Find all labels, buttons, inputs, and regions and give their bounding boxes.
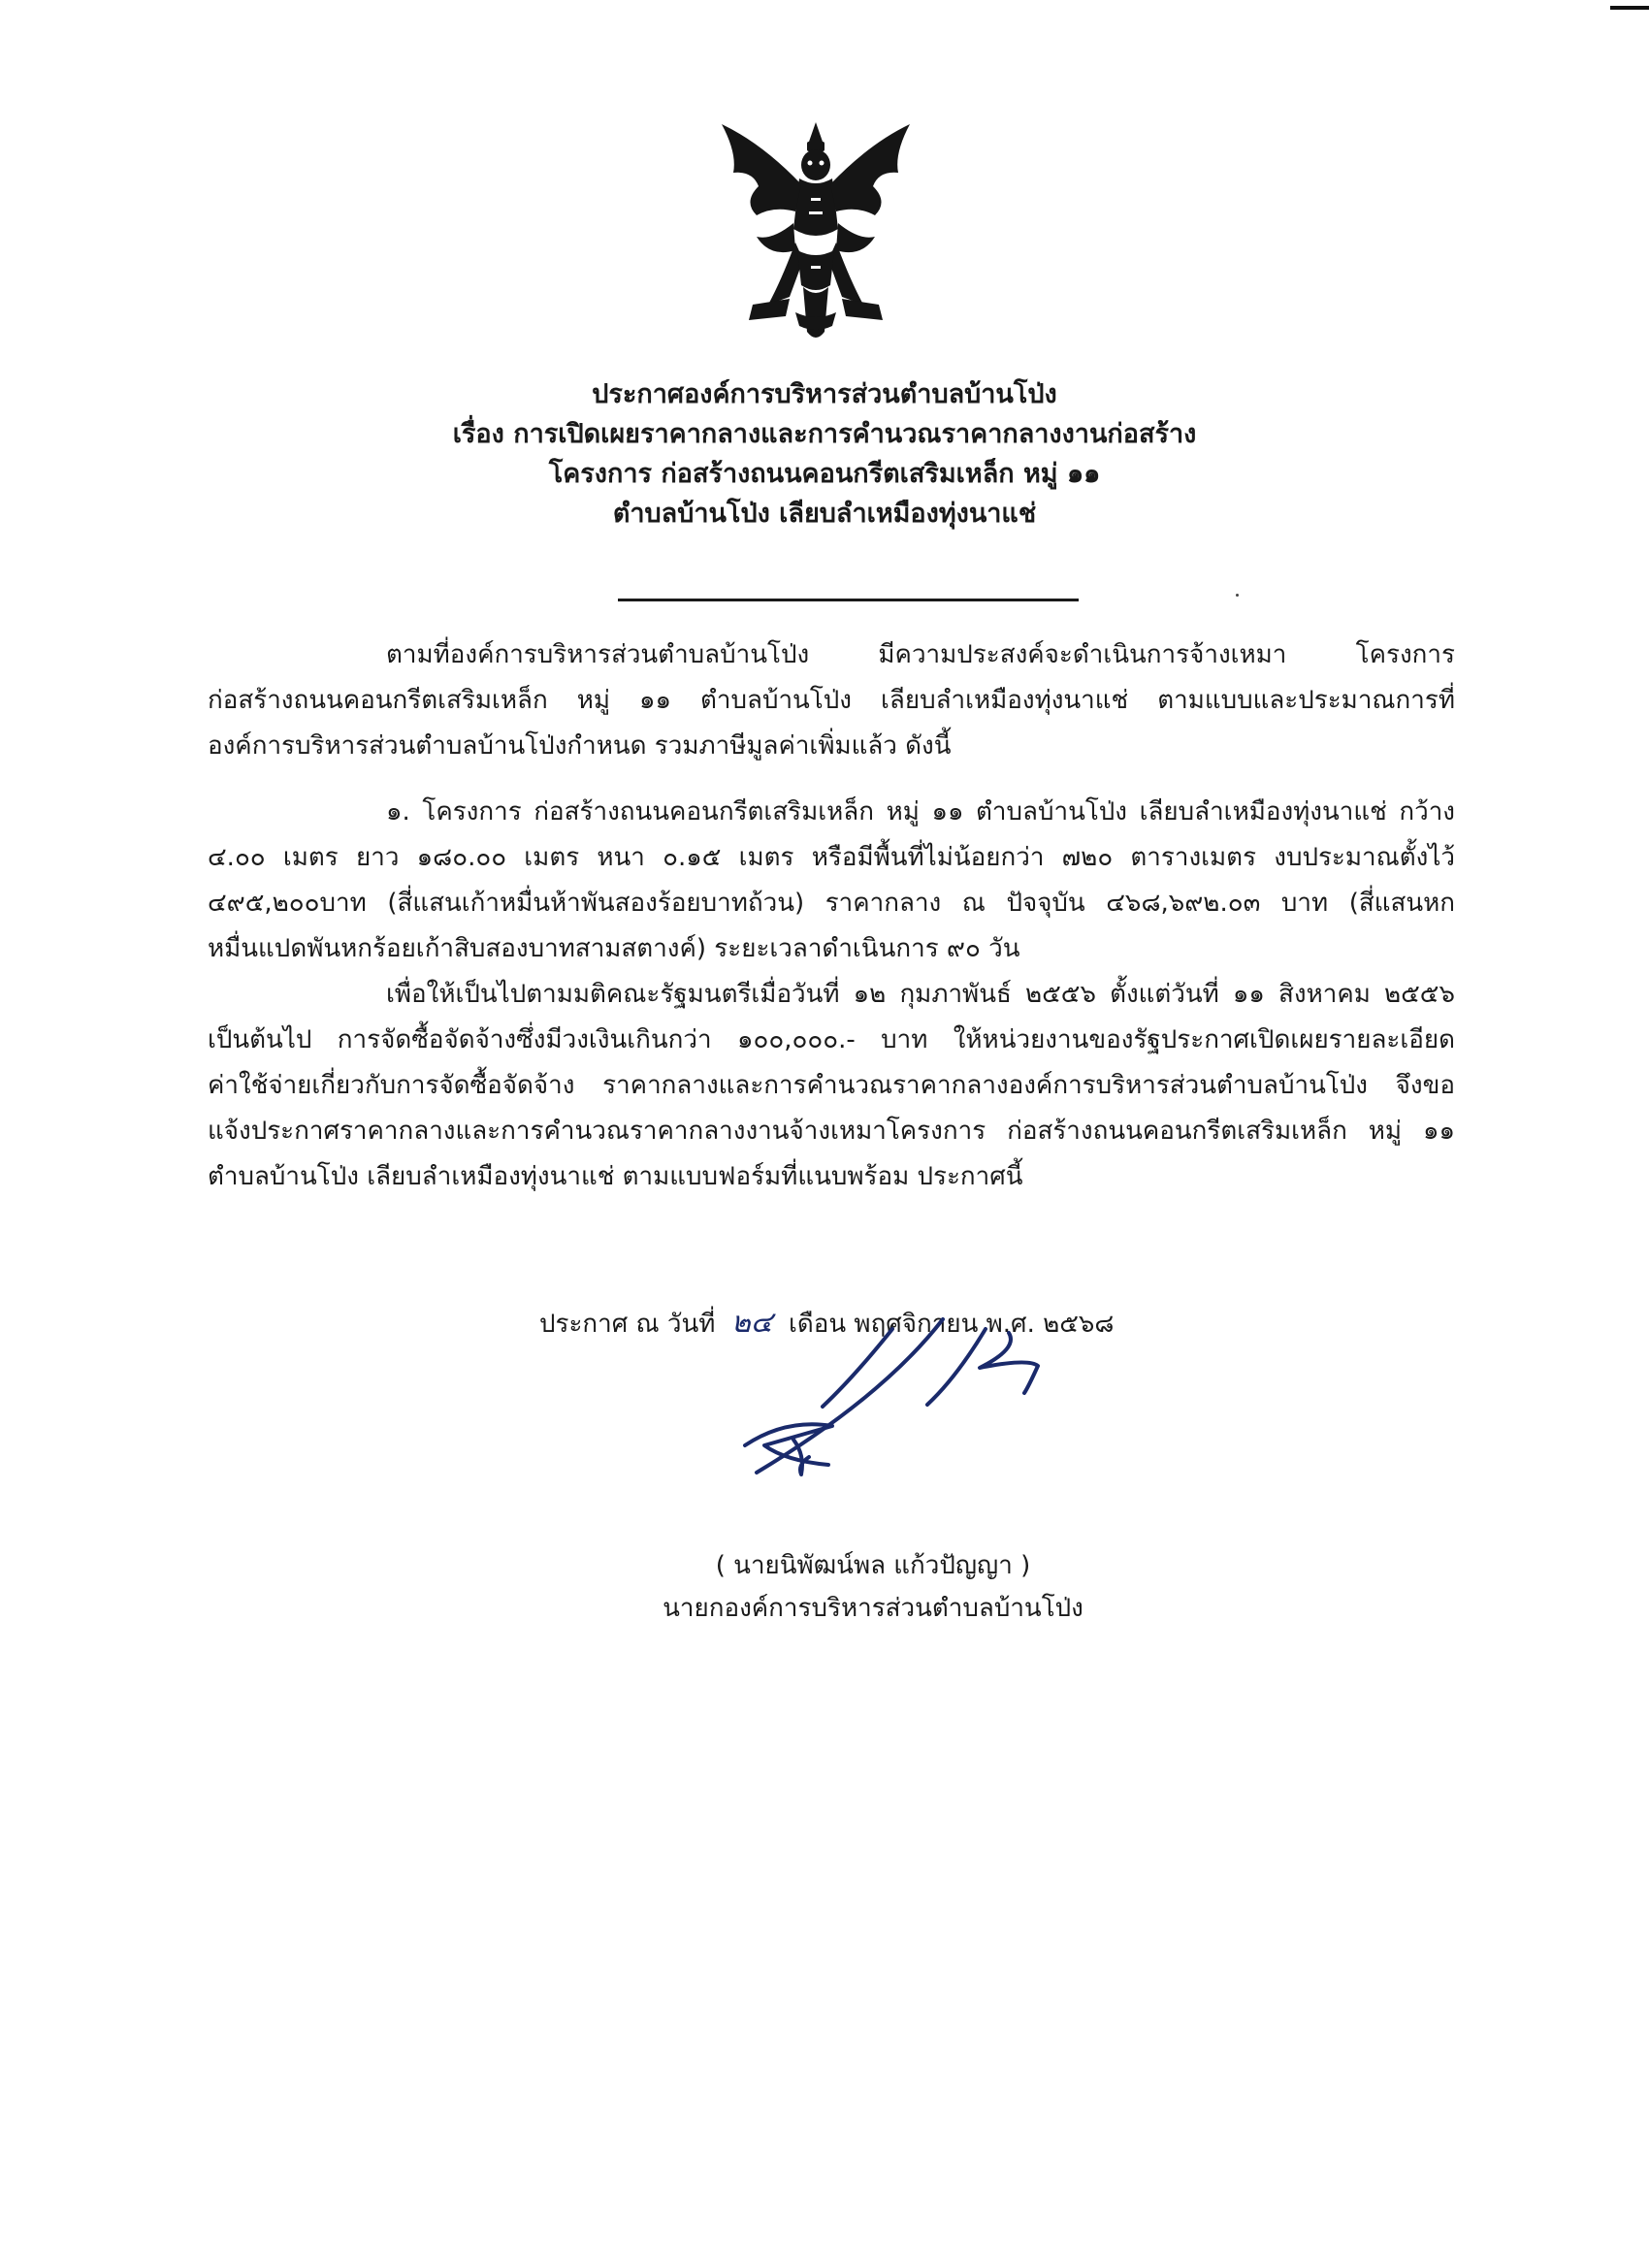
item-one-line: ๑. โครงการ ก่อสร้างถนนคอนกรีตเสริมเหล็ก หมู่ ๑๑ ตำบลบ้านโป่ง เลียบลำเหมืองทุ่งนาแช่ กว้าง <box>386 797 1455 826</box>
intro-paragraph <box>208 632 1455 769</box>
item-two-paragraph <box>208 972 1455 1200</box>
garuda-emblem-icon <box>714 114 918 347</box>
item-one-paragraph <box>208 790 1455 972</box>
signatory-block <box>543 1544 1203 1630</box>
org-title: ประกาศองค์การบริหารส่วนตำบลบ้านโป่ง <box>592 379 1057 409</box>
scan-edge-mark <box>1610 6 1649 10</box>
location-title: ตำบลบ้านโป่ง เลียบลำเหมืองทุ่งนาแช่ <box>612 499 1037 529</box>
announcement-header <box>291 374 1358 534</box>
project-title: โครงการ ก่อสร้างถนนคอนกรีตเสริมเหล็ก หมู่ ๑๑ <box>548 459 1101 489</box>
signatory-name: ( นายนิพัฒน์พล แก้วปัญญา ) <box>715 1551 1031 1580</box>
intro-line: ตามที่องค์การบริหารส่วนตำบลบ้านโป่ง มีความประสงค์จะดำเนินการจ้างเหมา โครงการ <box>386 640 1455 669</box>
item-one-line: ๔.๐๐ เมตร ยาว ๑๘๐.๐๐ เมตร หนา ๐.๑๕ เมตร หรือมีพื้นที่ไม่น้อยกว่า ๗๒๐ ตารางเมตร งบประมาณตั้งไว้ <box>208 843 1455 872</box>
signature-icon <box>718 1290 1203 1513</box>
item-two-line: เป็นต้นไป การจัดซื้อจัดจ้างซึ่งมีวงเงินเกินกว่า ๑๐๐,๐๐๐.- บาท ให้หน่วยงานของรัฐประกาศเปิดเผยรายละเอียด <box>208 1025 1455 1054</box>
intro-line: องค์การบริหารส่วนตำบลบ้านโป่งกำหนด รวมภาษีมูลค่าเพิ่มแล้ว ดังนี้ <box>208 731 952 761</box>
stray-dot <box>1236 594 1239 597</box>
header-divider <box>618 599 1079 601</box>
date-prefix: ประกาศ ณ วันที่ <box>539 1310 716 1339</box>
item-one-line: ๔๙๕,๒๐๐บาท (สี่แสนเก้าหมื่นห้าพันสองร้อยบาทถ้วน) ราคากลาง ณ ปัจจุบัน ๔๖๘,๖๙๒.๐๓ บาท (สี่แสนหก <box>208 889 1455 918</box>
signatory-position: นายกองค์การบริหารส่วนตำบลบ้านโป่ง <box>663 1594 1083 1623</box>
date-month: เดือน พฤศจิกายน พ.ศ. <box>789 1310 1035 1339</box>
item-two-line: แจ้งประกาศราคากลางและการคำนวณราคากลางงานจ้างเหมาโครงการ ก่อสร้างถนนคอนกรีตเสริมเหล็ก หมู่ ๑๑ <box>208 1117 1455 1146</box>
date-day-handwritten: ๒๔ <box>730 1306 773 1340</box>
item-one-line: หมื่นแปดพันหกร้อยเก้าสิบสองบาทสามสตางค์) ระยะเวลาดำเนินการ ๙๐ วัน <box>208 934 1020 963</box>
subject-title: เรื่อง การเปิดเผยราคากลางและการคำนวณราคากลางงานก่อสร้าง <box>452 419 1197 449</box>
item-two-line: เพื่อให้เป็นไปตามมติคณะรัฐมนตรีเมื่อวันที่ ๑๒ กุมภาพันธ์ ๒๕๕๖ ตั้งแต่วันที่ ๑๑ สิงหาคม ๒๕๕๖ <box>386 980 1455 1009</box>
item-two-line: ตำบลบ้านโป่ง เลียบลำเหมืองทุ่งนาแช่ ตามแบบฟอร์มที่แนบพร้อม ประกาศนี้ <box>208 1162 1023 1191</box>
item-two-line: ค่าใช้จ่ายเกี่ยวกับการจัดซื้อจัดจ้าง ราคากลางและการคำนวณราคากลางองค์การบริหารส่วนตำบลบ้านโป่ง จึงขอ <box>208 1071 1455 1100</box>
date-year: ๒๕๖๘ <box>1043 1310 1115 1339</box>
intro-line: ก่อสร้างถนนคอนกรีตเสริมเหล็ก หมู่ ๑๑ ตำบลบ้านโป่ง เลียบลำเหมืองทุ่งนาแช่ ตามแบบและประมาณการที่ <box>208 686 1455 715</box>
